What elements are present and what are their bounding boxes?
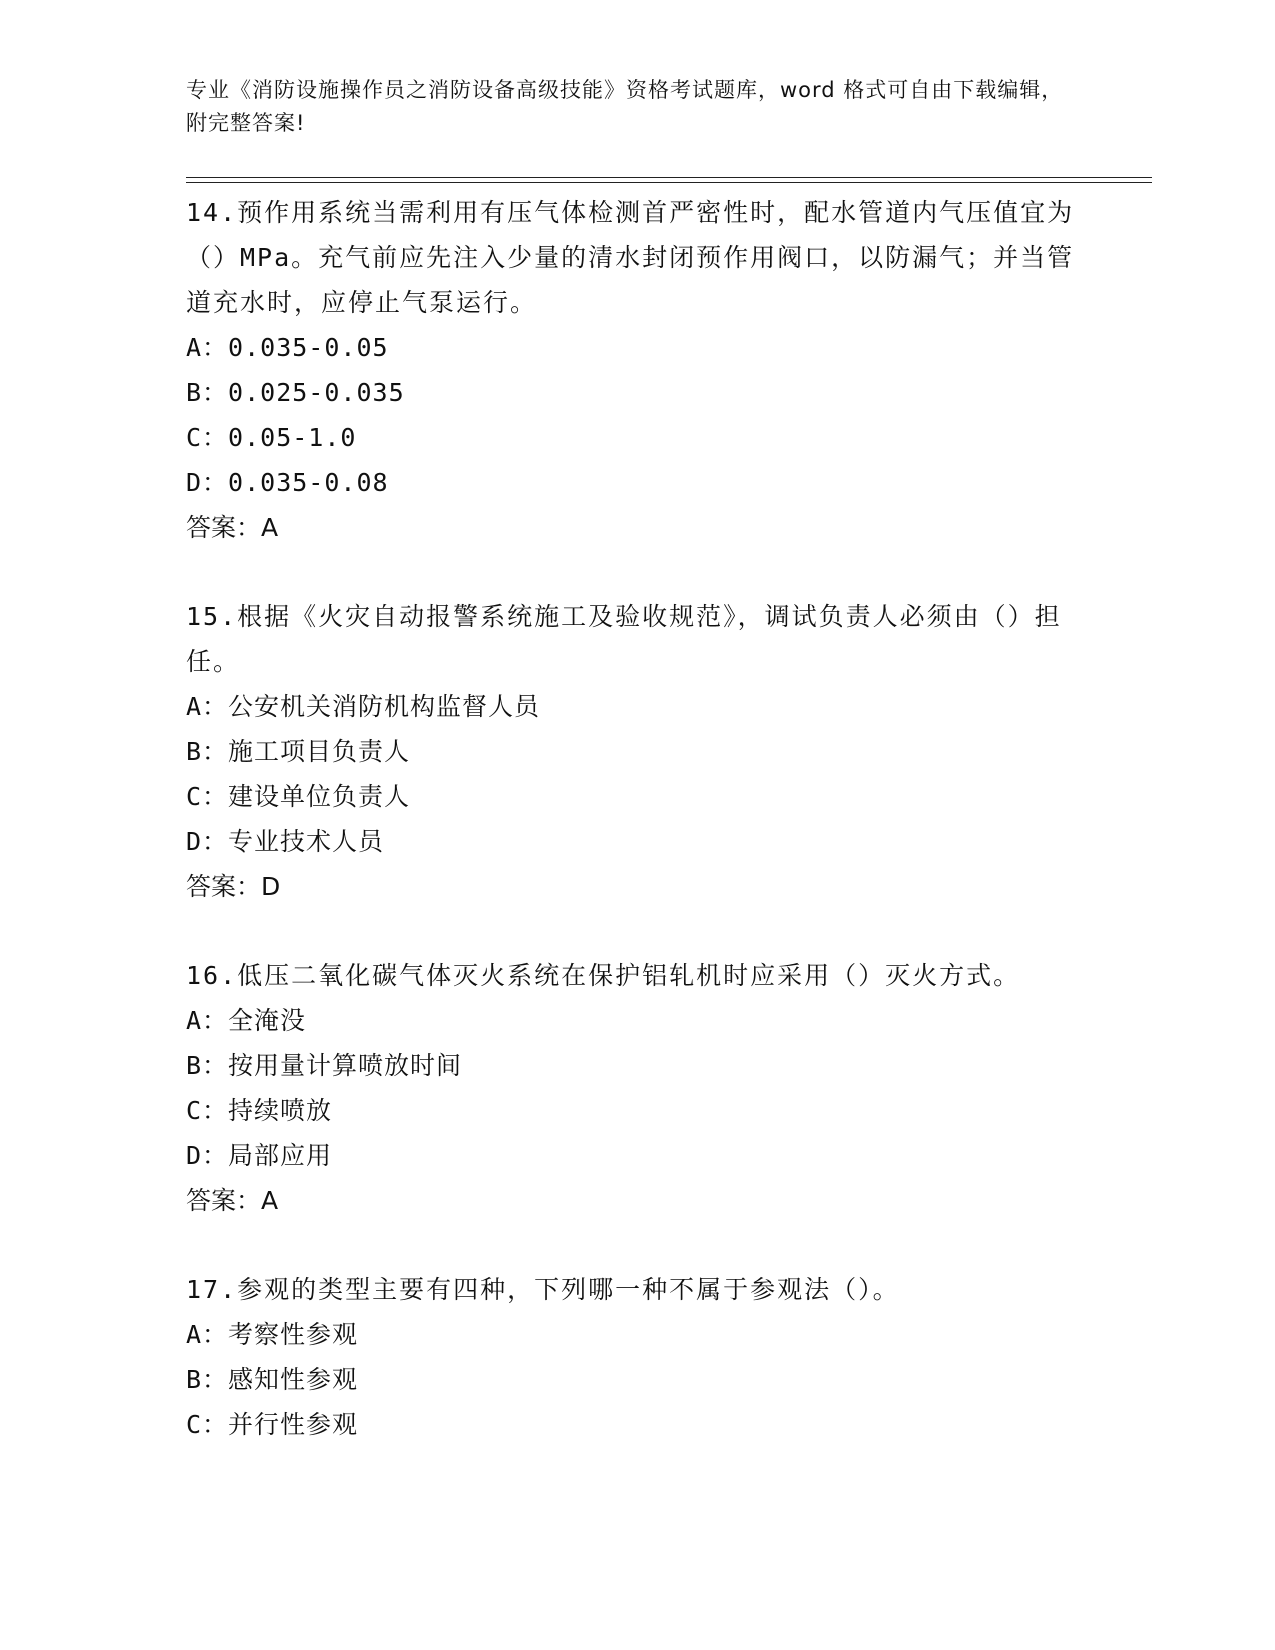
question-spacer — [186, 909, 1086, 953]
option-a: A：0.035-0.05 — [186, 333, 389, 362]
answer: 答案：A — [186, 513, 279, 542]
header-divider-top — [186, 177, 1152, 178]
question-14 — [186, 190, 1086, 550]
option-d: D：0.035-0.08 — [186, 468, 389, 497]
question-stem: 15.根据《火灾自动报警系统施工及验收规范》，调试负责人必须由（）担任。 — [186, 602, 1062, 676]
option-d: D：专业技术人员 — [186, 827, 385, 856]
option-b: B：0.025-0.035 — [186, 378, 405, 407]
option-b: B：感知性参观 — [186, 1365, 359, 1394]
option-b: B：按用量计算喷放时间 — [186, 1051, 463, 1080]
question-16 — [186, 953, 1086, 1223]
question-spacer — [186, 1223, 1086, 1267]
option-c: C：建设单位负责人 — [186, 782, 411, 811]
option-a: A：公安机关消防机构监督人员 — [186, 692, 541, 721]
option-c: C：持续喷放 — [186, 1096, 333, 1125]
option-c: C：0.05-1.0 — [186, 423, 357, 452]
question-17 — [186, 1267, 1086, 1447]
option-c: C：并行性参观 — [186, 1410, 359, 1439]
question-15 — [186, 594, 1086, 909]
question-list — [186, 190, 1086, 1447]
question-spacer — [186, 550, 1086, 594]
option-a: A：考察性参观 — [186, 1320, 359, 1349]
question-stem: 16.低压二氧化碳气体灭火系统在保护铝轧机时应采用（）灭火方式。 — [186, 961, 1021, 990]
question-stem: 14.预作用系统当需利用有压气体检测首严密性时，配水管道内气压值宜为（）MPa。充气前应先注入少量的清水封闭预作用阀口，以防漏气；并当管道充水时，应停止气泵运行。 — [186, 198, 1075, 317]
document-header: 专业《消防设施操作员之消防设备高级技能》资格考试题库，word 格式可自由下载编辑，附完整答案! — [186, 78, 1064, 135]
header-divider-bottom — [186, 182, 1152, 183]
option-b: B：施工项目负责人 — [186, 737, 411, 766]
question-stem: 17.参观的类型主要有四种，下列哪一种不属于参观法（）。 — [186, 1275, 900, 1304]
option-d: D：局部应用 — [186, 1141, 333, 1170]
answer: 答案：A — [186, 1186, 279, 1215]
answer: 答案：D — [186, 872, 281, 901]
option-a: A：全淹没 — [186, 1006, 307, 1035]
